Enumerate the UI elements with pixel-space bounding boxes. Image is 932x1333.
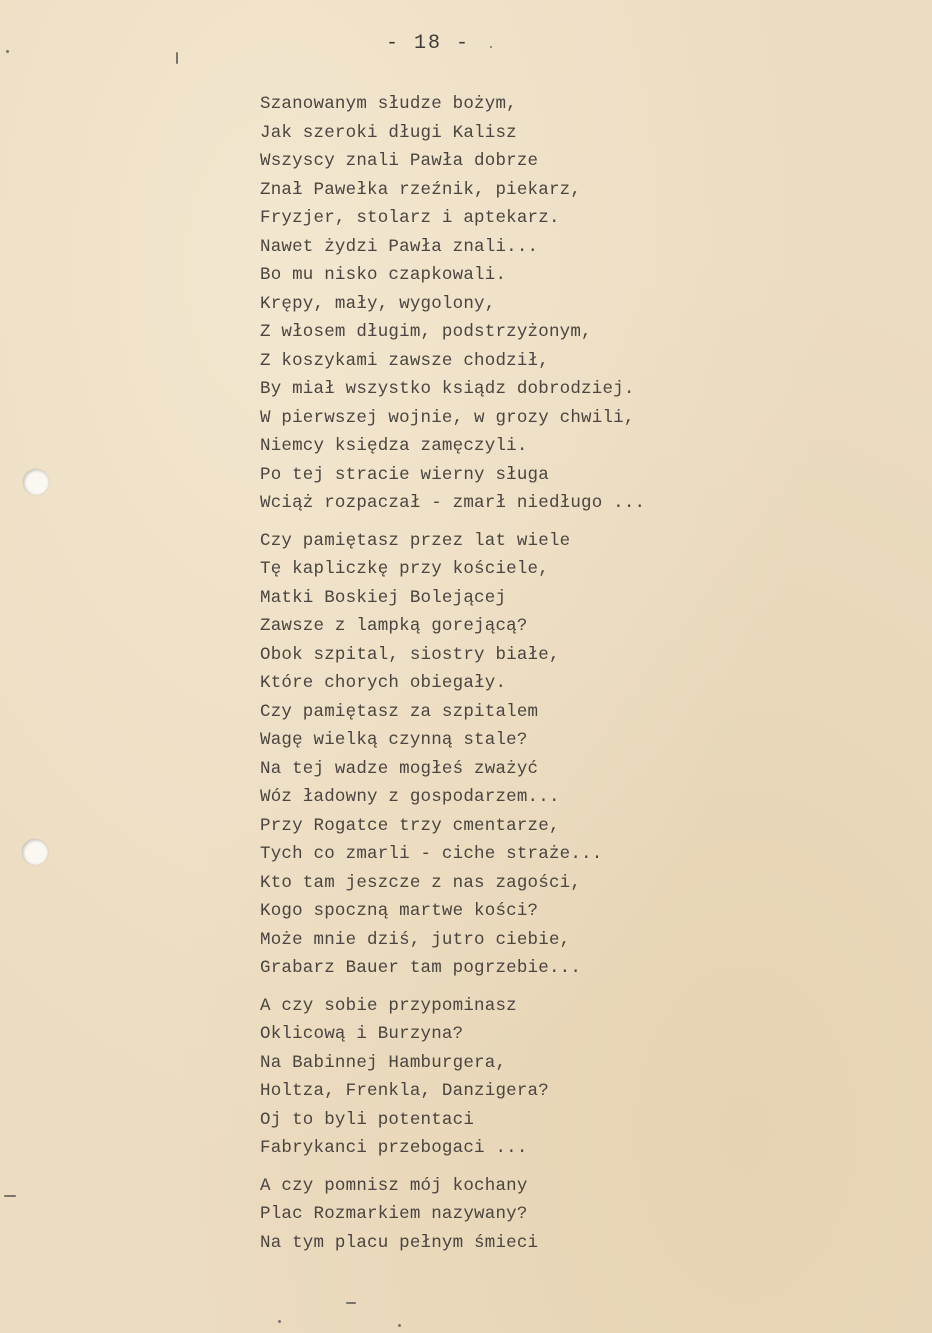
poem-line: Oklicową i Burzyna? — [260, 1024, 464, 1044]
poem-line: Z włosem długim, podstrzyżonym, — [260, 322, 592, 342]
poem-line: Grabarz Bauer tam pogrzebie... — [260, 958, 582, 978]
poem-line: Wciąż rozpaczał - zmarł niedługo ... — [260, 493, 646, 513]
poem-line: Fryzjer, stolarz i aptekarz. — [260, 208, 560, 228]
poem-line: Matki Boskiej Bolejącej — [260, 587, 507, 608]
poem-line: A czy sobie przypominasz — [260, 995, 517, 1016]
poem-line: Tych co zmarli - ciche straże... — [260, 844, 603, 864]
stanza — [260, 527, 860, 983]
poem-line: A czy pomnisz mój kochany — [260, 1175, 528, 1196]
poem-line: Wagę wielką czynną stale? — [260, 730, 528, 750]
poem-line: Czy pamiętasz przez lat wiele — [260, 530, 571, 551]
stanza — [260, 992, 860, 1163]
poem-line: Na tej wadze mogłeś zważyć — [260, 758, 539, 779]
poem-line: Może mnie dziś, jutro ciebie, — [260, 929, 571, 950]
poem-line: Na tym placu pełnym śmieci — [260, 1232, 539, 1253]
poem-line: Nawet żydzi Pawła znali... — [260, 236, 539, 257]
ink-speck — [4, 1195, 16, 1197]
poem-line: Wóz ładowny z gospodarzem... — [260, 787, 560, 807]
poem-line: Przy Rogatce trzy cmentarze, — [260, 815, 560, 836]
poem-line: Kto tam jeszcze z nas zagości, — [260, 872, 582, 893]
poem-line: Niemcy księdza zamęczyli. — [260, 436, 528, 456]
ink-speck — [398, 1324, 401, 1327]
ink-speck — [176, 52, 178, 64]
poem-line: Znał Pawełka rzeźnik, piekarz, — [260, 179, 582, 200]
poem-line: Bo mu nisko czapkowali. — [260, 265, 507, 285]
poem-line: By miał wszystko ksiądz dobrodziej. — [260, 379, 635, 399]
poem — [260, 90, 860, 1257]
poem-line: Holtza, Frenkla, Danzigera? — [260, 1081, 549, 1101]
ink-speck — [346, 1302, 356, 1304]
ink-speck — [6, 50, 9, 53]
ink-speck — [278, 1320, 281, 1323]
poem-line: Po tej stracie wierny sługa — [260, 464, 549, 485]
poem-line: Plac Rozmarkiem nazywany? — [260, 1204, 528, 1224]
stanza — [260, 1172, 860, 1258]
poem-line: Z koszykami zawsze chodził, — [260, 350, 549, 371]
poem-line: Zawsze z lampką gorejącą? — [260, 616, 528, 636]
poem-line: Fabrykanci przebogaci ... — [260, 1138, 528, 1158]
poem-line: Kogo spoczną martwe kości? — [260, 901, 539, 921]
poem-line: Oj to byli potentaci — [260, 1109, 475, 1130]
punch-hole-bottom — [22, 839, 48, 865]
poem-line: Szanowanym słudze bożym, — [260, 94, 517, 114]
poem-line: Wszyscy znali Pawła dobrze — [260, 151, 539, 171]
poem-line: Na Babinnej Hamburgera, — [260, 1052, 507, 1073]
poem-line: Czy pamiętasz za szpitalem — [260, 701, 539, 722]
poem-line: Obok szpital, siostry białe, — [260, 644, 560, 665]
page-number: - 18 - — [386, 32, 471, 55]
poem-line: W pierwszej wojnie, w grozy chwili, — [260, 407, 635, 428]
ink-speck — [490, 46, 492, 48]
poem-line: Które chorych obiegały. — [260, 673, 507, 693]
poem-line: Tę kapliczkę przy kościele, — [260, 559, 549, 579]
punch-hole-top — [23, 469, 49, 495]
stanza — [260, 90, 860, 518]
poem-line: Jak szeroki długi Kalisz — [260, 122, 517, 143]
poem-line: Krępy, mały, wygolony, — [260, 293, 496, 314]
